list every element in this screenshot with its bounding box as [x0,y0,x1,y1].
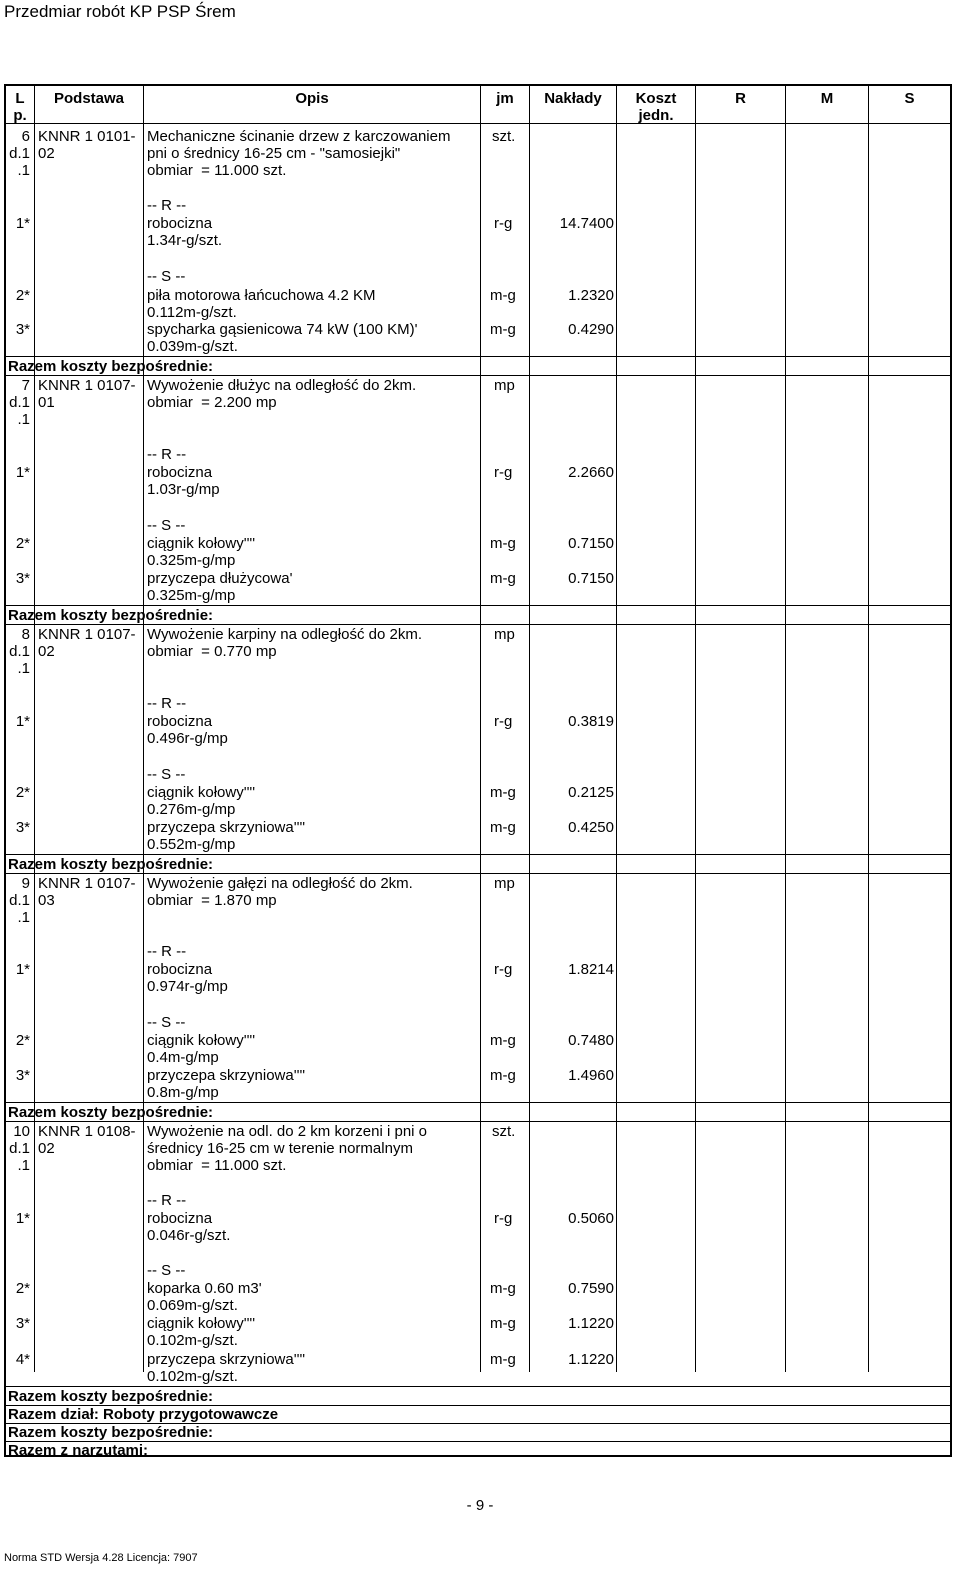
subtotal-label: Razem koszty bezpośrednie: [8,1388,214,1405]
header-m: M [820,90,834,107]
group-label: -- R -- [147,446,187,463]
row-divider [6,375,950,376]
item-number: 3* [15,570,30,587]
item-description: ciągnik kołowy'''' 0.276m-g/mp [147,784,256,818]
group-label: -- R -- [147,695,187,712]
item-description: robocizna 0.974r-g/mp [147,961,228,995]
page-number: - 9 - [466,1497,494,1514]
item-unit: m-g [490,287,516,304]
header-r: R [735,90,746,107]
item-unit: m-g [490,1032,516,1049]
item-number: 1* [15,464,30,481]
header-podstawa: Podstawa [53,90,125,107]
item-number: 1* [15,961,30,978]
item-description: ciągnik kołowy'''' 0.4m-g/mp [147,1032,256,1066]
position-basis: KNNR 1 0108- 02 [38,1123,136,1157]
column-divider [143,86,144,1372]
subtotal-label: Razem koszty bezpośrednie: [8,607,214,624]
group-label: -- R -- [147,197,187,214]
row-divider [6,605,950,606]
item-unit: m-g [490,819,516,836]
position-description: Wywożenie karpiny na odległość do 2km. obmiar = 0.770 mp [147,626,423,660]
license-footer: Norma STD Wersja 4.28 Licencja: 7907 [4,1552,198,1564]
item-description: robocizna 1.34r-g/szt. [147,215,223,249]
item-description: ciągnik kołowy'''' 0.325m-g/mp [147,535,256,569]
item-quantity: 0.7150 [568,535,614,552]
item-number: 3* [15,1067,30,1084]
item-number: 1* [15,1210,30,1227]
group-label: -- S -- [147,1262,186,1279]
item-number: 1* [15,215,30,232]
position-unit: szt. [492,128,516,145]
item-unit: m-g [490,1067,516,1084]
position-basis: KNNR 1 0107- 01 [38,377,136,411]
header-jm: jm [496,90,514,107]
item-unit: r-g [494,464,513,481]
header-divider [6,123,950,124]
position-basis: KNNR 1 0101- 02 [38,128,136,162]
position-description: Wywożenie na odl. do 2 km korzeni i pni o średnicy 16-25 cm w terenie normalnym obmiar = 11.000 szt. [147,1123,428,1174]
item-description: ciągnik kołowy'''' 0.102m-g/szt. [147,1315,256,1349]
group-label: -- R -- [147,1192,187,1209]
group-label: -- S -- [147,268,186,285]
item-description: piła motorowa łańcuchowa 4.2 KM 0.112m-g/szt. [147,287,376,321]
item-number: 2* [15,535,30,552]
section-total-label: Razem dział: Roboty przygotowawcze [8,1406,279,1423]
item-description: robocizna 1.03r-g/mp [147,464,220,498]
item-quantity: 0.7150 [568,570,614,587]
position-description: Wywożenie gałęzi na odległość do 2km. obmiar = 1.870 mp [147,875,413,909]
item-number: 2* [15,1280,30,1297]
item-description: przyczepa dłużycowa' 0.325m-g/mp [147,570,293,604]
item-unit: m-g [490,1351,516,1368]
item-unit: r-g [494,215,513,232]
header-koszt: Koszt jedn. [635,90,677,124]
item-quantity: 0.2125 [568,784,614,801]
position-unit: szt. [492,1123,516,1140]
row-divider [6,356,950,357]
item-quantity: 1.8214 [568,961,614,978]
column-divider [480,86,481,1372]
column-divider [785,86,786,1372]
item-unit: m-g [490,1315,516,1332]
group-label: -- R -- [147,943,187,960]
item-number: 3* [15,321,30,338]
group-label: -- S -- [147,766,186,783]
total-with-overheads-label: Razem z narzutami: [8,1442,149,1459]
item-description: spycharka gąsienicowa 74 kW (100 KM)' 0.039m-g/szt. [147,321,418,355]
position-unit: mp [494,377,515,394]
subtotal-label: Razem koszty bezpośrednie: [8,1104,214,1121]
item-quantity: 0.4250 [568,819,614,836]
item-quantity: 1.4960 [568,1067,614,1084]
item-number: 4* [15,1351,30,1368]
row-divider [6,624,950,625]
header-lp: L p. [13,90,27,124]
item-unit: m-g [490,321,516,338]
item-quantity: 14.7400 [559,215,614,232]
column-divider [868,86,869,1372]
item-quantity: 0.7480 [568,1032,614,1049]
item-quantity: 2.2660 [568,464,614,481]
position-number: 10 d.1 .1 [9,1123,30,1174]
header-s: S [904,90,915,107]
direct-costs-label: Razem koszty bezpośrednie: [8,1424,214,1441]
item-quantity: 1.1220 [568,1315,614,1332]
item-quantity: 0.4290 [568,321,614,338]
item-number: 2* [15,784,30,801]
row-divider [6,1102,950,1103]
item-description: przyczepa skrzyniowa'''' 0.8m-g/mp [147,1067,306,1101]
item-unit: m-g [490,570,516,587]
item-description: robocizna 0.496r-g/mp [147,713,228,747]
item-quantity: 0.3819 [568,713,614,730]
item-number: 3* [15,819,30,836]
item-number: 2* [15,287,30,304]
item-unit: m-g [490,535,516,552]
header-naklady: Nakłady [544,90,602,107]
group-label: -- S -- [147,517,186,534]
position-number: 8 d.1 .1 [9,626,30,677]
item-unit: r-g [494,961,513,978]
group-label: -- S -- [147,1014,186,1031]
item-number: 3* [15,1315,30,1332]
item-description: koparka 0.60 m3' 0.069m-g/szt. [147,1280,262,1314]
column-divider [616,86,617,1372]
subtotal-label: Razem koszty bezpośrednie: [8,358,214,375]
item-number: 1* [15,713,30,730]
position-number: 9 d.1 .1 [9,875,30,926]
item-description: robocizna 0.046r-g/szt. [147,1210,231,1244]
position-description: Wywożenie dłużyc na odległość do 2km. obmiar = 2.200 mp [147,377,417,411]
column-divider [34,86,35,1372]
row-divider [6,1121,950,1122]
item-unit: m-g [490,784,516,801]
position-basis: KNNR 1 0107- 02 [38,626,136,660]
position-description: Mechaniczne ścinanie drzew z karczowaniem pni o średnicy 16-25 cm - "samosiejki" obmiar = 11.000 szt. [147,128,451,179]
item-unit: m-g [490,1280,516,1297]
subtotal-label: Razem koszty bezpośrednie: [8,856,214,873]
item-quantity: 0.7590 [568,1280,614,1297]
position-number: 6 d.1 .1 [9,128,30,179]
item-quantity: 0.5060 [568,1210,614,1227]
position-basis: KNNR 1 0107- 03 [38,875,136,909]
header-opis: Opis [295,90,329,107]
item-description: przyczepa skrzyniowa'''' 0.102m-g/szt. [147,1351,306,1385]
item-unit: r-g [494,1210,513,1227]
item-description: przyczepa skrzyniowa'''' 0.552m-g/mp [147,819,306,853]
item-quantity: 1.2320 [568,287,614,304]
document-title: Przedmiar robót KP PSP Śrem [4,2,236,21]
row-divider [6,1386,950,1387]
position-unit: mp [494,626,515,643]
row-divider [6,854,950,855]
item-quantity: 1.1220 [568,1351,614,1368]
position-unit: mp [494,875,515,892]
column-divider [695,86,696,1372]
row-divider [6,873,950,874]
item-number: 2* [15,1032,30,1049]
item-unit: r-g [494,713,513,730]
position-number: 7 d.1 .1 [9,377,30,428]
